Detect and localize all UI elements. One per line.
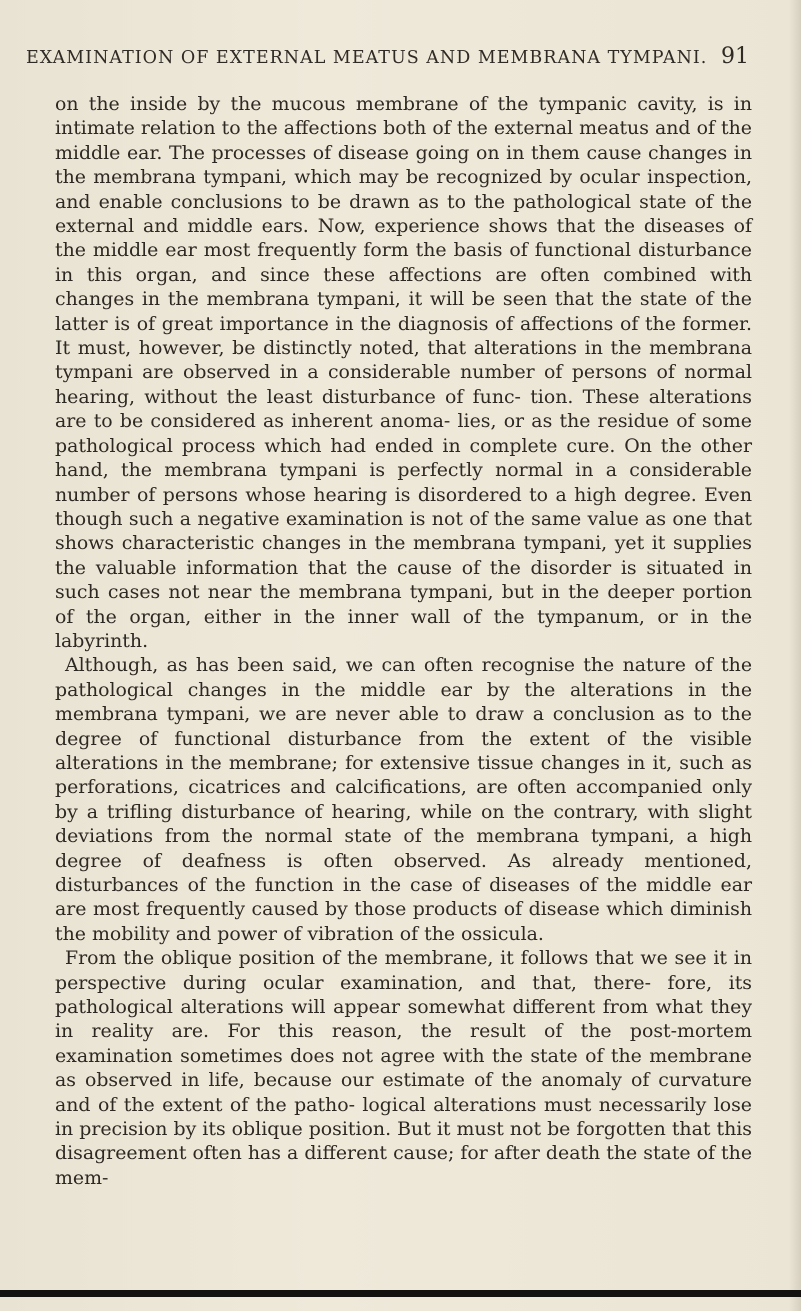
paragraph-1: on the inside by the mucous membrane of the tympanic cavity, is in intimate relation to the affections both of the external meatus and of the middle ear. The processes of disease going on in them cause changes in the membrana tympani, which may be recognized by ocular inspection, and enable conclusions to be drawn as to the pathological state of the external and middle ears. Now, experience shows that the diseases of the middle ear most frequently form the basis of functional disturbance in this organ, and since these affections are often combined with changes in the membrana tympani, it will be seen that the state of the latter is of great importance in the diagnosis of affections of the former. It must, however, be distinctly noted, that alterations in the membrana tympani are observed in a considerable number of persons of normal hearing, without the least disturbance of func- tion. These alterations are to be considered as inherent anoma- lies, or as the residue of some pathological process which had ended in complete cure. On the other hand, the membrana tympani is perfectly normal in a considerable number of persons whose hearing is disordered to a high degree. Even though such a negative examination is not of the same value as one that shows characteristic changes in the membrana tympani, yet it supplies the valuable information that the cause of the disorder is situated in such cases not near the membrana tympani, but in the deeper portion of the organ, either in the inner wall of the tympanum, or in the labyrinth. (55, 93, 752, 652)
running-head (0, 44, 801, 74)
running-title: EXAMINATION OF EXTERNAL MEATUS AND MEMBRANA TYMPANI. (26, 48, 708, 68)
page-number: 91 (721, 44, 749, 69)
paragraph-2: Although, as has been said, we can often recognise the nature of the pathological changes in the middle ear by the alterations in the membrana tympani, we are never able to draw a conclusion as to the degree of functional disturbance from the extent of the visible alterations in the membrane; for extensive tissue changes in it, such as perforations, cicatrices and calcifications, are often accompanied only by a trifling disturbance of hearing, while on the contrary, with slight deviations from the normal state of the membrana tympani, a high degree of deafness is often observed. As already mentioned, disturbances of the function in the case of diseases of the middle ear are most frequently caused by those products of disease which diminish the mobility and power of vibration of the ossicula. (55, 654, 752, 945)
paragraph-3: From the oblique position of the membrane, it follows that we see it in perspective during ocular examination, and that, there- fore, its pathological alterations will appear somewhat different from what they in reality are. For this reason, the result of the post-mortem examination sometimes does not agree with the state of the membrane as observed in life, because our estimate of the anomaly of curvature and of the extent of the patho- logical alterations must necessarily lose in precision by its oblique position. But it must not be forgotten that this disagreement often has a different cause; for after death the state of the mem- (55, 947, 752, 1189)
body-text (55, 92, 752, 1190)
bottom-edge-rule (0, 1290, 801, 1297)
page-edge-shadow (789, 0, 801, 1311)
